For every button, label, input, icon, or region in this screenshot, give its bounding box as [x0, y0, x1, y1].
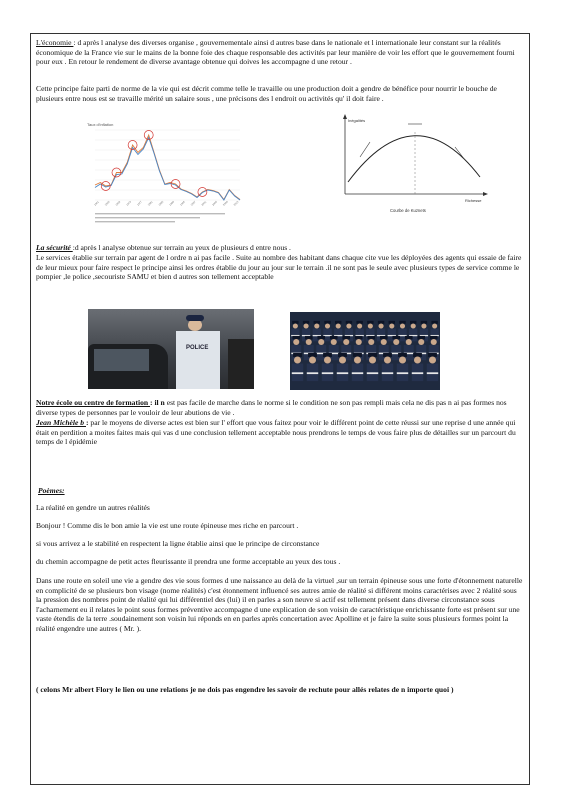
economy-heading: L'économie	[36, 38, 74, 47]
gendarme-face	[393, 339, 399, 345]
gendarme-face	[384, 356, 391, 363]
gendarme-cap	[410, 321, 416, 324]
security-intro: La sécurité :d après l analyse obtenue sur terrain au yeux de plusieurs d entre nous .	[36, 243, 291, 252]
gendarme-face	[421, 323, 426, 328]
gendarme-belt	[397, 372, 408, 374]
gendarme-face	[343, 339, 349, 345]
gendarme-face	[331, 339, 337, 345]
gendarme-belt	[367, 372, 378, 374]
gendarme-face	[309, 356, 316, 363]
gendarme-face	[432, 323, 437, 328]
gendarme-face	[354, 356, 361, 363]
x-tick-label: 1989	[168, 200, 175, 207]
gendarme-face	[336, 323, 341, 328]
police-photo	[88, 309, 254, 389]
gendarme-belt	[337, 372, 348, 374]
gendarme-belt	[352, 372, 363, 374]
officer-cap	[186, 315, 204, 321]
gendarme-face	[368, 323, 373, 328]
chart-legend	[95, 213, 225, 222]
gendarme-face	[314, 323, 319, 328]
gendarme-cap	[342, 336, 350, 339]
chart-title: Taux d'inflation	[87, 122, 114, 127]
author-paragraph: Jean Michèle b : par le moyens de diverse actes est bien sur l' effort que vous faitez pour voir le différent point de cette réussi sur une reprise d une année qui était en perdition a moites faites mais qui vas d une conclusion tellement acceptable nous prendrons le temps de vous faire plus de détailles sur un parcourt du temps de l épidémie	[36, 418, 516, 447]
x-tick-label: 2001	[200, 200, 208, 207]
gendarme-face	[389, 323, 394, 328]
gendarme-cap	[389, 321, 395, 324]
gendarme-cap	[421, 321, 427, 324]
gendarme-cap	[323, 353, 332, 357]
gendarme-cap	[398, 353, 407, 357]
gendarme-face	[346, 323, 351, 328]
legend-entry	[95, 221, 175, 222]
legend-entry	[95, 217, 200, 218]
poems-heading: Poèmes:	[38, 486, 65, 495]
gendarme-cap	[355, 336, 363, 339]
x-axis-arrow	[483, 192, 488, 196]
school-heading: Notre école ou centre de formation	[36, 398, 151, 407]
gendarme-face	[418, 339, 424, 345]
chart-series	[95, 135, 240, 200]
inflation-chart	[85, 118, 245, 226]
x-tick-label: 2005	[211, 200, 218, 207]
gendarme-face	[411, 323, 416, 328]
gendarme-belt	[292, 372, 303, 374]
gendarme-face	[414, 356, 421, 363]
gendarme-belt	[307, 372, 318, 374]
poem-paragraph: Dans une route en soleil une vie a gendre des vie sous formes d une naissance au delà de la virtuel ,sur un terrain épineuse sous une forte d'étonnement naturelle en complicité de se plusieurs bon visage (nome réalités) c'est étonnement influencé ses autres amie de réalité si différent moins caractérises avec 2 réalité sous la pression des nombres point de réalité qui lui différentiel des (lui) il en parles a son neuve si actif est tellement présent dans diverse circonstance sous l'acharnement eu il relates le point sous formes préventive accompagne d une explication de son voisin de caractéristique enrichissante forte est présent sur une vaste étendis de la terre .soudainement son voisin lui réponds en en parles après concertation avec Apolline et je faire la suite sous plusieurs formes point la réalité engendre une autres ( Mr. ).	[36, 576, 523, 633]
gendarme-cap	[368, 353, 377, 357]
gendarme-cap	[338, 353, 347, 357]
gendarme-cap	[392, 336, 400, 339]
gendarme-cap	[292, 336, 300, 339]
x-tick-label: 1973	[125, 200, 133, 207]
gendarme-cap	[292, 321, 298, 324]
x-tick-label: 1969	[115, 200, 122, 207]
gendarme-cap	[305, 336, 313, 339]
economy-paragraph: L'économie : d après l analyse des diverses organise , gouvernementale ainsi d autres base dans le nationale et l internationale leur constant sur la réalités économique de la France vie sur le mains de la bonne foie des chaque responsable des activités par leur manière de voir les effort que le gouvernement fourni pour eux . En retour le rendement de diverse avantage obtenue qui doives les accompagne d une retour .	[36, 38, 515, 67]
gendarme-cap	[383, 353, 392, 357]
gendarme-face	[400, 323, 405, 328]
gendarme-uniform	[398, 329, 406, 342]
closing-note: ( celons Mr albert Flory le lien ou une relations je ne dois pas engendre les savoir de rechute pour allés relates de n importe quoi )	[36, 685, 454, 694]
gendarme-face	[293, 323, 298, 328]
y-axis-label: Inégalités	[348, 118, 366, 123]
gendarme-face	[318, 339, 324, 345]
gendarme-cap	[399, 321, 405, 324]
poem-line-2: Bonjour ! Comme dis le bon amie la vie est une route épineuse mes riche en parcourt .	[36, 521, 299, 530]
security-heading: La sécurité	[36, 243, 73, 252]
x-tick-label: 2013	[233, 200, 240, 207]
gendarme-cap	[417, 336, 425, 339]
economy-paragraph-2: Cette principe faite parti de norme de la vie qui est décrit comme telle le travaille ou une production doit a gendre de bénéfice pour nourrir le bouche de plusieurs entre nous est se travaille mérité un salaire sous , une précisons des l endroit ou activités qu' il doit faire .	[36, 84, 497, 103]
background-car	[228, 339, 254, 389]
gendarme-face	[368, 339, 374, 345]
gendarme-belt	[427, 372, 438, 374]
gendarme-cap	[346, 321, 352, 324]
trend-arrow-down	[455, 147, 465, 160]
poem-line-4: du chemin accompagne de petit actes fleurissante il prendra une forme acceptable au yeux des tous .	[36, 557, 341, 566]
gendarme-cap	[330, 336, 338, 339]
security-paragraph: Le services établie sur terrain par agent de l ordre n ai pas facile . Suite au nombre des habitant dans chaque cite vue les déployées des agents qui essaie de faire de leur mieux pour faire respect le principe ainsi les ordres établie du jour au jour sur le terrain .il ne sont pas le seule avec plusieurs types de service comme le pompier ,le police ,secouriste SAMU et bien d autres son tellement acceptable	[36, 253, 522, 282]
author-name: Jean Michèle b	[36, 418, 86, 427]
gendarme-cap	[303, 321, 309, 324]
x-tick-label: 2009	[222, 200, 229, 207]
gendarme-cap	[324, 321, 330, 324]
poem-line-1: La réalité en gendre un autres réalités	[36, 503, 150, 512]
officer-body	[176, 331, 220, 389]
gendarme-cap	[431, 321, 437, 324]
x-tick-label: 1997	[190, 200, 197, 207]
gendarme-face	[379, 323, 384, 328]
gendarme-cap	[367, 321, 373, 324]
gendarmes-photo	[290, 312, 440, 390]
gendarme-face	[293, 339, 299, 345]
gendarme-face	[294, 356, 301, 363]
gendarme-face	[356, 339, 362, 345]
gendarme-face	[429, 356, 436, 363]
gendarme-belt	[382, 372, 393, 374]
gendarme-face	[339, 356, 346, 363]
poem-line-3: si vous arrivez a le stabilité en respectent la ligne établie ainsi que le principe de circonstance	[36, 539, 320, 548]
x-tick-label: 1961	[93, 200, 100, 207]
gendarme-cap	[317, 336, 325, 339]
kuznets-curve	[348, 136, 480, 182]
gendarme-cap	[308, 353, 317, 357]
gendarme-cap	[380, 336, 388, 339]
gendarme-uniform	[323, 329, 331, 342]
gendarme-cap	[430, 336, 438, 339]
y-axis-arrow	[343, 114, 347, 119]
x-tick-label: 1965	[104, 200, 111, 207]
gendarmes-rows	[290, 312, 440, 390]
gendarme-cap	[428, 353, 437, 357]
school-paragraph: Notre école ou centre de formation : il n est pas facile de marche dans le norme si le condition ne son pas rempli mais cela ne dis pas n ai pas formes nos diverse types de personnes par le vouloir de leur abutions de vie .	[36, 398, 507, 417]
gendarme-belt	[322, 372, 333, 374]
gendarme-face	[325, 323, 330, 328]
legend-entry	[95, 213, 225, 214]
gendarme-face	[306, 339, 312, 345]
gendarme-face	[399, 356, 406, 363]
gendarme-face	[431, 339, 437, 345]
gendarme-cap	[314, 321, 320, 324]
gendarme-face	[381, 339, 387, 345]
gendarme-cap	[353, 353, 362, 357]
series-line	[95, 138, 240, 201]
car-window	[94, 349, 149, 371]
gendarme-cap	[367, 336, 375, 339]
trend-arrow-up	[360, 142, 370, 157]
gendarme-face	[357, 323, 362, 328]
police-label: POLICE	[186, 345, 209, 351]
gendarme-cap	[293, 353, 302, 357]
gendarme-cap	[413, 353, 422, 357]
x-axis-label: Richesse	[465, 198, 482, 203]
gendarme-belt	[412, 372, 423, 374]
gendarme-cap	[378, 321, 384, 324]
gendarme-cap	[356, 321, 362, 324]
gendarme-cap	[335, 321, 341, 324]
gendarme-face	[369, 356, 376, 363]
kuznets-chart	[330, 112, 495, 222]
gendarme-cap	[405, 336, 413, 339]
chart-annotations	[101, 131, 207, 197]
chart-title: Courbe de Kuznets	[390, 208, 426, 213]
x-tick-label: 1985	[158, 200, 165, 207]
x-tick-label: 1977	[136, 200, 143, 207]
x-tick-label: 1981	[147, 200, 154, 207]
gendarme-face	[324, 356, 331, 363]
x-tick-label: 1993	[179, 200, 186, 207]
gendarme-face	[304, 323, 309, 328]
gendarme-face	[406, 339, 412, 345]
